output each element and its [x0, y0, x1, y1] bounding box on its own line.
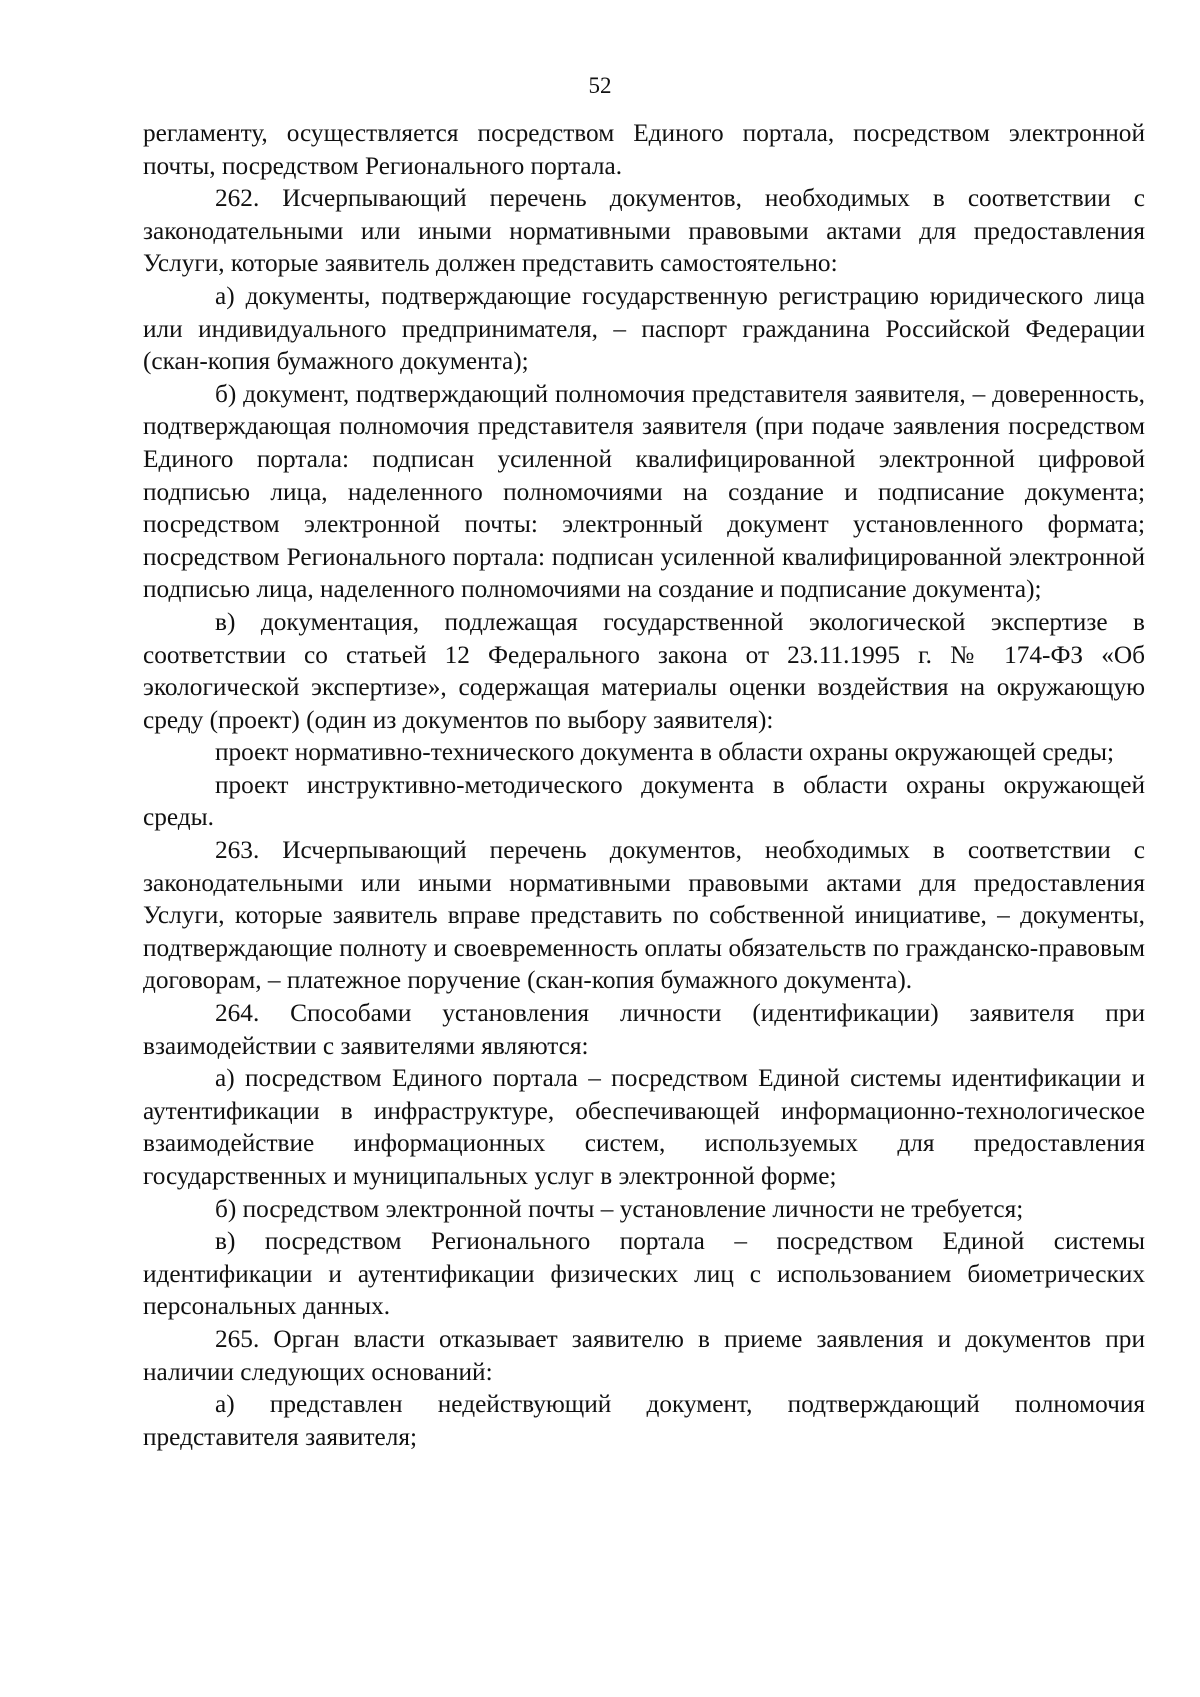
paragraph-continuation: регламенту, осуществляется посредством Единого портала, посредством электронной почты, посредством Регионального портала. [143, 119, 1145, 180]
paragraph-264: 264. Способами установления личности (идентификации) заявителя при взаимодействии с заявителями являются: [143, 999, 1145, 1060]
page-number: 52 [588, 73, 612, 98]
paragraph-264-b: б) посредством электронной почты – установление личности не требуется; [215, 1194, 1024, 1223]
paragraph-265: 265. Орган власти отказывает заявителю в приеме заявления и документов при наличии следующих оснований: [143, 1324, 1145, 1386]
body-text [143, 117, 1145, 1453]
paragraph-262-v: в) документация, подлежащая государственной экологической экспертизе в соответствии со статьей 12 Федерального закона от 23.11.1995 г. № 174-ФЗ «Об экологической экспертизе», содержащая материалы оценки воздействия на окружающую среду (проект) (один из документов по выбору заявителя): [143, 607, 1145, 734]
paragraph-262-b: б) документ, подтверждающий полномочия представителя заявителя, – доверенность, подтверждающая полномочия представителя заявителя (при подаче заявления посредством Единого портала: подписан усиленной квалифицированной электронной цифровой подписью лица, наделенного полномочиями на создание и подписание документа; посредством электронной почты: электронный документ установленного формата; посредством Регионального портала: подписан усиленной квалифицированной электронной подписью лица, наделенного полномочиями на создание и подписание документа); [143, 379, 1145, 604]
paragraph-262: 262. Исчерпывающий перечень документов, необходимых в соответствии с законодательными или иными нормативными правовыми актами для предоставления Услуги, которые заявитель должен представить самостоятельно: [143, 184, 1145, 278]
paragraph-262-v-item-2: проект инструктивно-методического документа в области охраны окружающей среды. [143, 770, 1145, 832]
paragraph-264-a: а) посредством Единого портала – посредством Единой системы идентификации и аутентификации в инфраструктуре, обеспечивающей информационно-технологическое взаимодействие информационных систем, используемых для предоставления государственных и муниципальных услуг в электронной форме; [143, 1064, 1145, 1190]
paragraph-265-a: а) представлен недействующий документ, подтверждающий полномочия представителя заявителя; [143, 1390, 1145, 1451]
paragraph-262-a: а) документы, подтверждающие государственную регистрацию юридического лица или индивидуального предпринимателя, – паспорт гражданина Российской Федерации (скан-копия бумажного документа); [143, 281, 1145, 376]
paragraph-263: 263. Исчерпывающий перечень документов, необходимых в соответствии с законодательными или иными нормативными правовыми актами для предоставления Услуги, которые заявитель вправе представить по собственной инициативе, – документы, подтверждающие полноту и своевременность оплаты обязательств по гражданско-правовым договорам, – платежное поручение (скан-копия бумажного документа). [143, 836, 1145, 995]
paragraph-262-v-item-1: проект нормативно-технического документа в области охраны окружающей среды; [215, 738, 1114, 767]
paragraph-264-v: в) посредством Регионального портала – посредством Единой системы идентификации и аутентификации физических лиц с использованием биометрических персональных данных. [143, 1227, 1145, 1321]
